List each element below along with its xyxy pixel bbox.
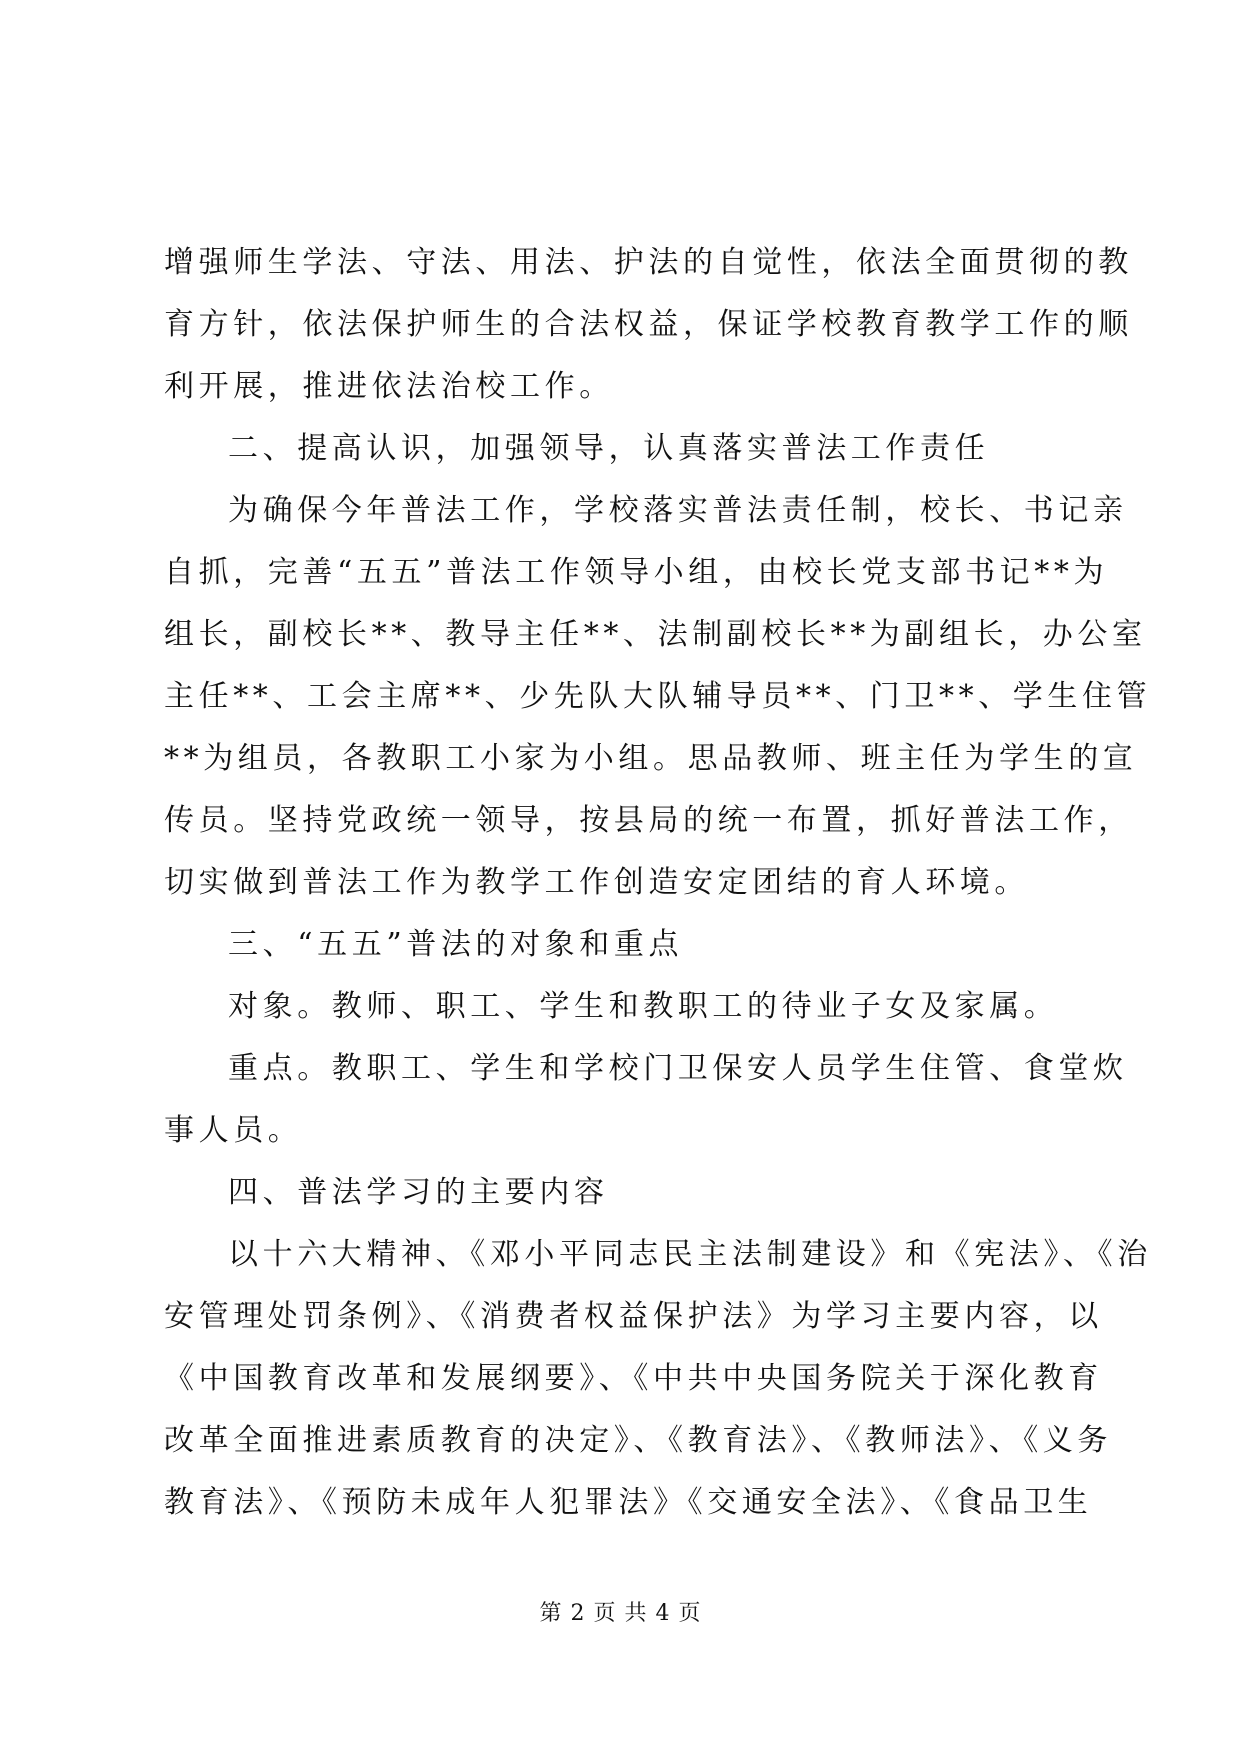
- text-line: 重点。教职工、学生和学校门卫保安人员学生住管、食堂炊: [228, 1051, 1128, 1086]
- text-line: 教育法》、《预防未成年人犯罪法》《交通安全法》、《食品卫生: [164, 1485, 1093, 1520]
- text-line: **为组员，各教职工小家为小组。思品教师、班主任为学生的宣: [164, 741, 1138, 776]
- text-line: 《中国教育改革和发展纲要》、《中共中央国务院关于深化教育: [164, 1361, 1103, 1396]
- document-body: [164, 232, 1152, 1534]
- text-line: 事人员。: [164, 1113, 303, 1148]
- text-line: 三、“五五”普法的对象和重点: [228, 927, 684, 962]
- text-line: 改革全面推进素质教育的决定》、《教育法》、《教师法》、《义务: [164, 1423, 1112, 1458]
- text-line: 四、普法学习的主要内容: [228, 1175, 609, 1210]
- text-line: 利开展，推进依法治校工作。: [164, 369, 614, 404]
- text-line: 主任**、工会主席**、少先队大队辅导员**、门卫**、学生住管: [164, 679, 1152, 714]
- text-line: 组长，副校长**、教导主任**、法制副校长**为副组长，办公室: [164, 617, 1147, 652]
- text-line: 增强师生学法、守法、用法、护法的自觉性，依法全面贯彻的教: [164, 245, 1133, 280]
- text-line: 育方针，依法保护师生的合法权益，保证学校教育教学工作的顺: [164, 307, 1133, 342]
- text-line: 传员。坚持党政统一领导，按县局的统一布置，抓好普法工作，: [164, 803, 1133, 838]
- text-line: 为确保今年普法工作，学校落实普法责任制，校长、书记亲: [228, 493, 1128, 528]
- text-line: 安管理处罚条例》、《消费者权益保护法》为学习主要内容，以: [164, 1299, 1103, 1334]
- page-footer: [0, 1596, 1241, 1627]
- text-line: 以十六大精神、《邓小平同志民主法制建设》和《宪法》、《治: [228, 1237, 1152, 1272]
- text-line: 二、提高认识，加强领导，认真落实普法工作责任: [228, 431, 990, 466]
- text-line: 切实做到普法工作为教学工作创造安定团结的育人环境。: [164, 865, 1029, 900]
- text-line: 自抓，完善“五五”普法工作领导小组，由校长党支部书记**为: [164, 555, 1109, 590]
- page-number: 第 2 页 共 4 页: [539, 1601, 702, 1626]
- text-line: 对象。教师、职工、学生和教职工的待业子女及家属。: [228, 989, 1059, 1024]
